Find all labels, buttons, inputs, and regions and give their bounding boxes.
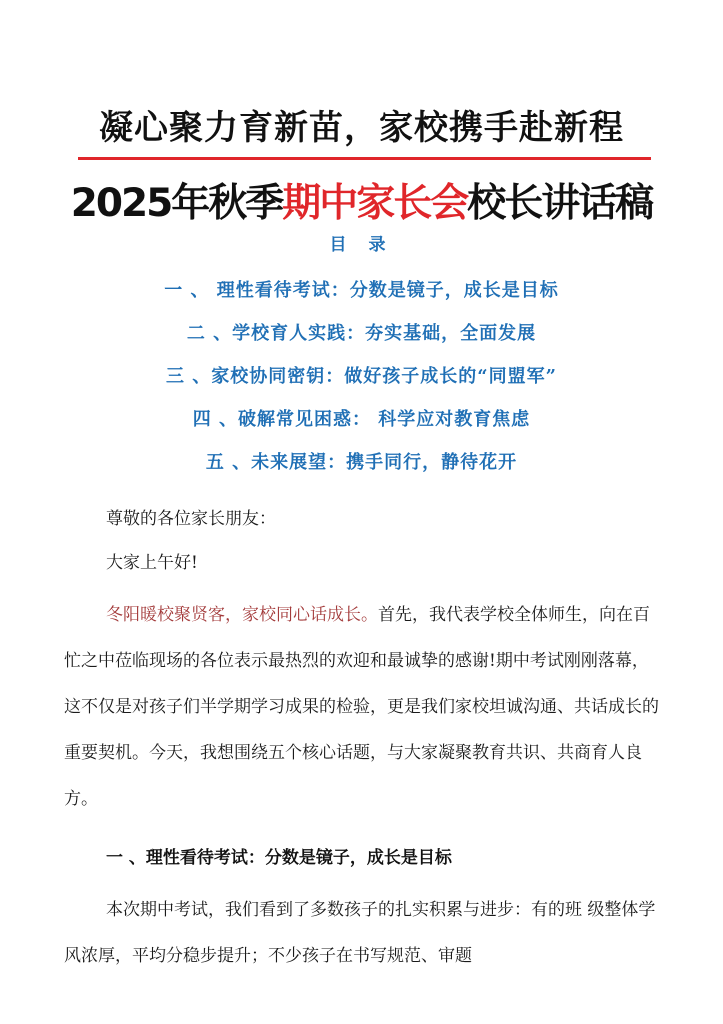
toc-item: 一 、 理性看待考试：分数是镜子，成长是目标	[164, 280, 559, 301]
intro-lead: 冬阳暖校聚贤客，家校同心话成长。	[106, 605, 378, 625]
intro-text: 首先，我代表学校全体师生，向在百忙之中莅临现场的各位表示最热烈的欢迎和最诚挚的感谢!期中考试刚刚落幕，这不仅是对孩子们半学期学习成果的检验，更是我们家校坦诚沟通、共话成长的重要契机。今天，我想围绕五个核心话题，与大家凝聚教育共识、共商育人良方。	[64, 605, 659, 809]
section-paragraph: 本次期中考试，我们看到了多数孩子的扎实积累与进步：有的班 级整体学风浓厚，平均分稳步提升；不少孩子在书写规范、审题	[64, 900, 656, 966]
section-heading: 一 、理性看待考试：分数是镜子，成长是目标	[106, 848, 452, 868]
title-prefix: 2025年秋季	[70, 181, 283, 226]
toc-title: 目 录	[329, 235, 394, 255]
greeting: 大家上午好!	[106, 553, 198, 573]
document-title	[0, 177, 723, 231]
table-of-contents	[0, 276, 723, 491]
toc-item: 二 、学校育人实践：夯实基础，全面发展	[186, 323, 537, 344]
toc-item: 三 、家校协同密钥：做好孩子成长的“同盟军”	[166, 366, 557, 387]
salutation: 尊敬的各位家长朋友：	[106, 509, 276, 529]
intro-paragraph	[64, 592, 660, 822]
toc-item: 五 、未来展望：携手同行，静待花开	[205, 452, 518, 473]
document-headline: 凝心聚力育新苗，家校携手赴新程	[99, 108, 624, 148]
title-highlight: 期中家长会	[282, 181, 468, 226]
title-suffix: 校长讲话稿	[467, 181, 653, 226]
red-divider	[78, 157, 651, 160]
toc-item: 四 、破解常见困惑： 科学应对教育焦虑	[192, 409, 531, 430]
